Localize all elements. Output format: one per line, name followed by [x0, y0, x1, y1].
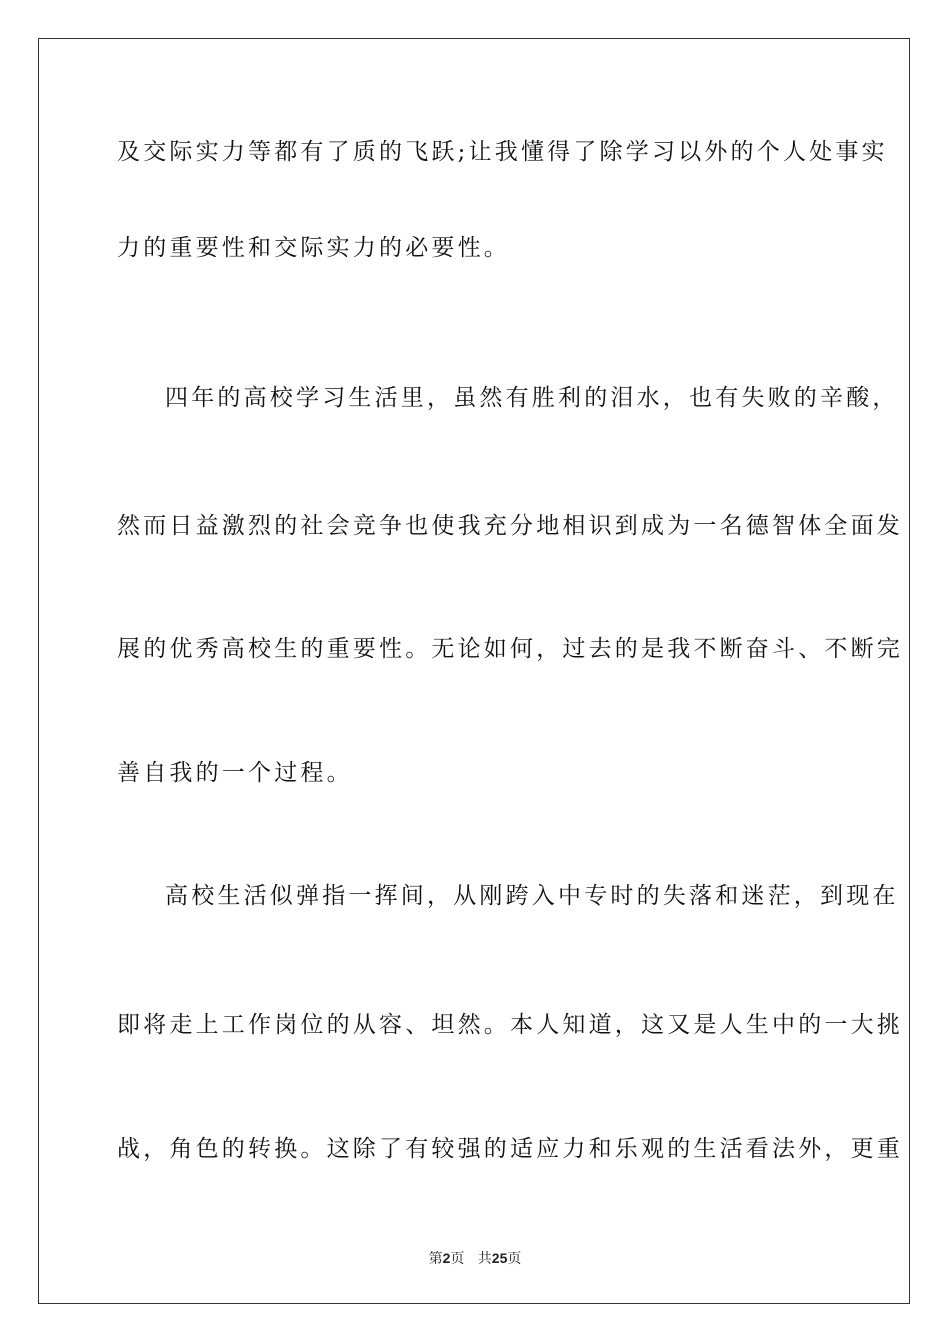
text-line-5: 展的优秀高校生的重要性。无论如何，过去的是我不断奋斗、不断完 — [117, 636, 903, 662]
text-line-9: 战，角色的转换。这除了有较强的适应力和乐观的生活看法外，更重 — [117, 1136, 903, 1162]
text-line-4: 然而日益激烈的社会竞争也使我充分地相识到成为一名德智体全面发 — [117, 513, 903, 539]
page-suffix: 页 — [450, 1251, 465, 1267]
page-border — [38, 38, 910, 1304]
text-line-3: 四年的高校学习生活里，虽然有胜利的泪水，也有失败的辛酸， — [165, 385, 899, 411]
total-page-count: 25 — [491, 1250, 508, 1266]
text-line-6: 善自我的一个过程。 — [117, 760, 353, 786]
total-prefix: 共 — [477, 1251, 492, 1267]
page-footer — [0, 1248, 950, 1268]
total-suffix: 页 — [507, 1251, 522, 1267]
text-line-1: 及交际实力等都有了质的飞跃;让我懂得了除学习以外的个人处事实 — [117, 139, 888, 165]
current-page-number: 2 — [442, 1250, 451, 1266]
page-prefix: 第 — [428, 1251, 443, 1267]
text-line-8: 即将走上工作岗位的从容、坦然。本人知道，这又是人生中的一大挑 — [117, 1012, 903, 1038]
text-line-7: 高校生活似弹指一挥间，从刚跨入中专时的失落和迷茫，到现在 — [165, 883, 899, 909]
text-line-2: 力的重要性和交际实力的必要性。 — [117, 235, 510, 261]
